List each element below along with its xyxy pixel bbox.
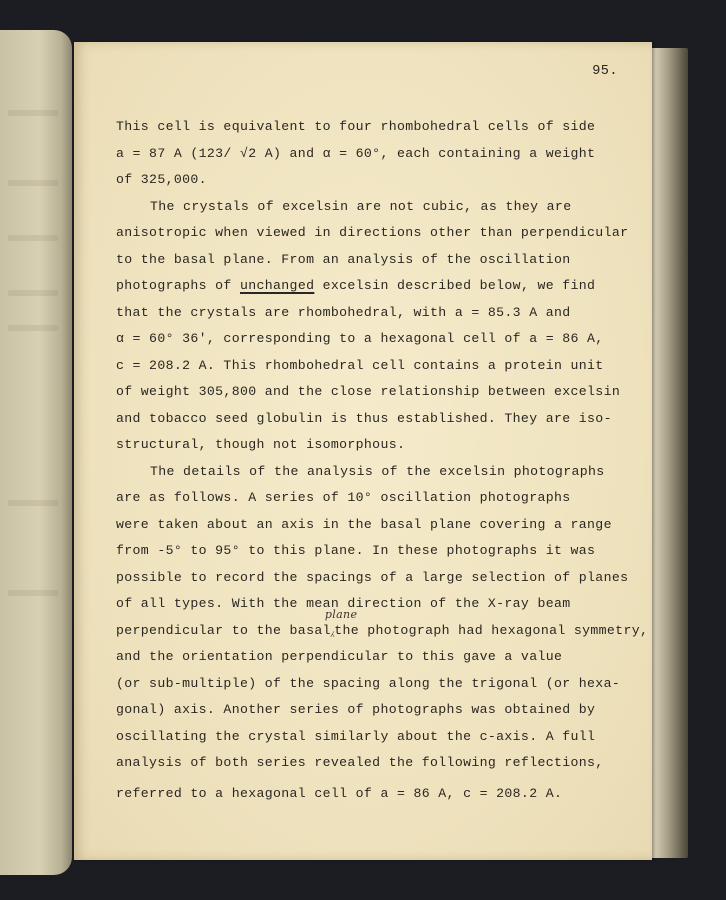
text-span: excelsin described below, we find <box>314 278 596 293</box>
text-line <box>116 273 651 300</box>
text-line: possible to record the spacings of a large selection of planes <box>116 569 629 585</box>
text-line: of 325,000. <box>116 172 207 187</box>
text-span: photographs of <box>116 278 240 293</box>
facing-page-edge <box>0 30 72 875</box>
text-line: and tobacco seed globulin is thus established. They are iso- <box>116 410 612 426</box>
text-line: anisotropic when viewed in directions other than perpendicular <box>116 225 629 240</box>
text-span: the photograph had hexagonal symmetry, <box>334 622 649 638</box>
text-line: gonal) axis. Another series of photographs was obtained by <box>116 702 596 717</box>
typewritten-body <box>116 114 651 807</box>
document-page <box>74 42 652 860</box>
text-line: are as follows. A series of 10° oscillation photographs <box>116 490 571 505</box>
text-line: referred to a hexagonal cell of a = 86 A, c = 208.2 A. <box>116 785 563 801</box>
handwritten-insertion <box>324 607 358 638</box>
paragraph-start-line: The crystals of excelsin are not cubic, as they are <box>150 198 572 214</box>
text-line: to the basal plane. From an analysis of the oscillation <box>116 251 571 267</box>
page-number: 95. <box>592 64 618 79</box>
text-line <box>116 607 651 645</box>
text-line: were taken about an axis in the basal plane covering a range <box>116 516 612 532</box>
text-line: This cell is equivalent to four rhombohedral cells of side <box>116 119 596 134</box>
text-line: and the orientation perpendicular to this gave a value <box>116 649 563 664</box>
text-line: structural, though not isomorphous. <box>116 437 406 452</box>
ghost-text-mark <box>8 500 58 506</box>
ghost-text-mark <box>8 590 58 596</box>
ghost-text-mark <box>8 180 58 186</box>
text-line: analysis of both series revealed the following reflections, <box>116 755 604 770</box>
text-line: a = 87 A (123/ √2 A) and α = 60°, each containing a weight <box>116 145 596 161</box>
text-line: c = 208.2 A. This rhombohedral cell contains a protein unit <box>116 357 604 373</box>
ghost-text-mark <box>8 235 58 241</box>
paragraph-start-line: The details of the analysis of the excelsin photographs <box>150 463 605 479</box>
text-line: that the crystals are rhombohedral, with a = 85.3 A and <box>116 304 571 320</box>
text-line: of weight 305,800 and the close relationship between excelsin <box>116 384 621 399</box>
ghost-text-mark <box>8 110 58 116</box>
text-line: α = 60° 36', corresponding to a hexagonal cell of a = 86 A, <box>116 331 604 346</box>
text-line: of all types. With the mean direction of the X-ray beam <box>116 596 571 611</box>
text-line: (or sub-multiple) of the spacing along the trigonal (or hexa- <box>116 675 621 691</box>
text-span: perpendicular to the basal <box>116 622 331 638</box>
text-line: from -5° to 95° to this plane. In these photographs it was <box>116 543 596 558</box>
underlined-word: unchanged <box>239 278 315 293</box>
insertion-word: plane <box>324 607 358 621</box>
ghost-text-mark <box>8 325 58 331</box>
caret-mark: ⁁ <box>330 623 335 638</box>
text-line: oscillating the crystal similarly about the c-axis. A full <box>116 728 596 744</box>
ghost-text-mark <box>8 290 58 296</box>
